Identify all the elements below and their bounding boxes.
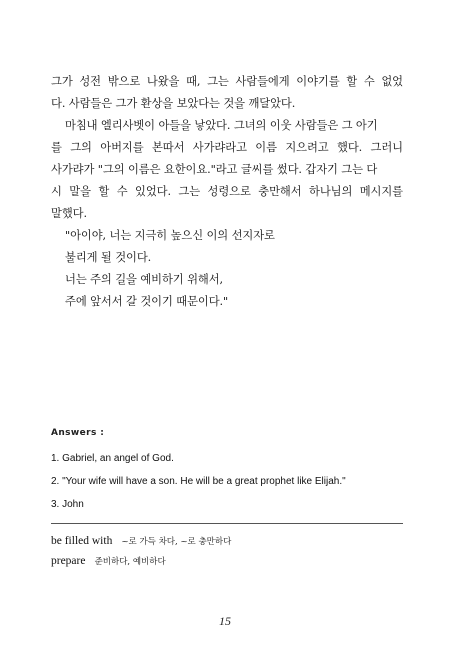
passage-line: 사가랴가 "그의 이름은 요한이요."라고 글씨를 썼다. 갑자기 그는 다: [51, 163, 378, 176]
passage-line: 불리게 될 것이다.: [65, 251, 152, 264]
answers-section: [51, 428, 411, 516]
answer-item: 1. Gabriel, an angel of God.: [51, 453, 174, 464]
passage-line: 를 그의 아버지를 본따서 사가랴라고 이름 지으려고 했다. 그러니: [51, 141, 403, 154]
vocabulary-term: be filled with: [51, 535, 113, 547]
passage-line: 다. 사람들은 그가 환상을 보았다는 것을 깨달았다.: [51, 97, 296, 110]
vocabulary-item: [51, 549, 411, 569]
vocabulary-list: [51, 529, 411, 569]
vocabulary-definition: ~로 가득 차다, ~로 충만하다: [121, 537, 232, 547]
passage-text: [51, 71, 403, 313]
passage-line: 시 말을 할 수 있었다. 그는 성령으로 충만해서 하나님의 메시지를: [51, 185, 403, 198]
answers-title: Answers :: [51, 428, 105, 438]
answer-item: 2. "Your wife will have a son. He will be a great prophet like Elijah.": [51, 476, 346, 487]
answer-item: 3. John: [51, 499, 84, 510]
vocabulary-definition: 준비하다, 예비하다: [94, 557, 166, 567]
passage-line: "아이야, 너는 지극히 높으신 이의 선지자로: [65, 229, 275, 242]
passage-line: 말했다.: [51, 207, 87, 220]
divider: [51, 523, 403, 524]
vocabulary-item: [51, 529, 411, 549]
passage-line: 그가 성전 밖으로 나왔을 때, 그는 사람들에게 이야기를 할 수 없었: [51, 75, 403, 88]
passage-line: 주에 앞서서 갈 것이기 때문이다.": [65, 295, 229, 308]
page-number: 15: [219, 614, 231, 628]
vocabulary-term: prepare: [51, 555, 86, 567]
passage-line: 너는 주의 길을 예비하기 위해서,: [65, 273, 224, 286]
passage-line: 마침내 엘리사벳이 아들을 낳았다. 그녀의 이웃 사람들은 그 아기: [65, 119, 378, 132]
